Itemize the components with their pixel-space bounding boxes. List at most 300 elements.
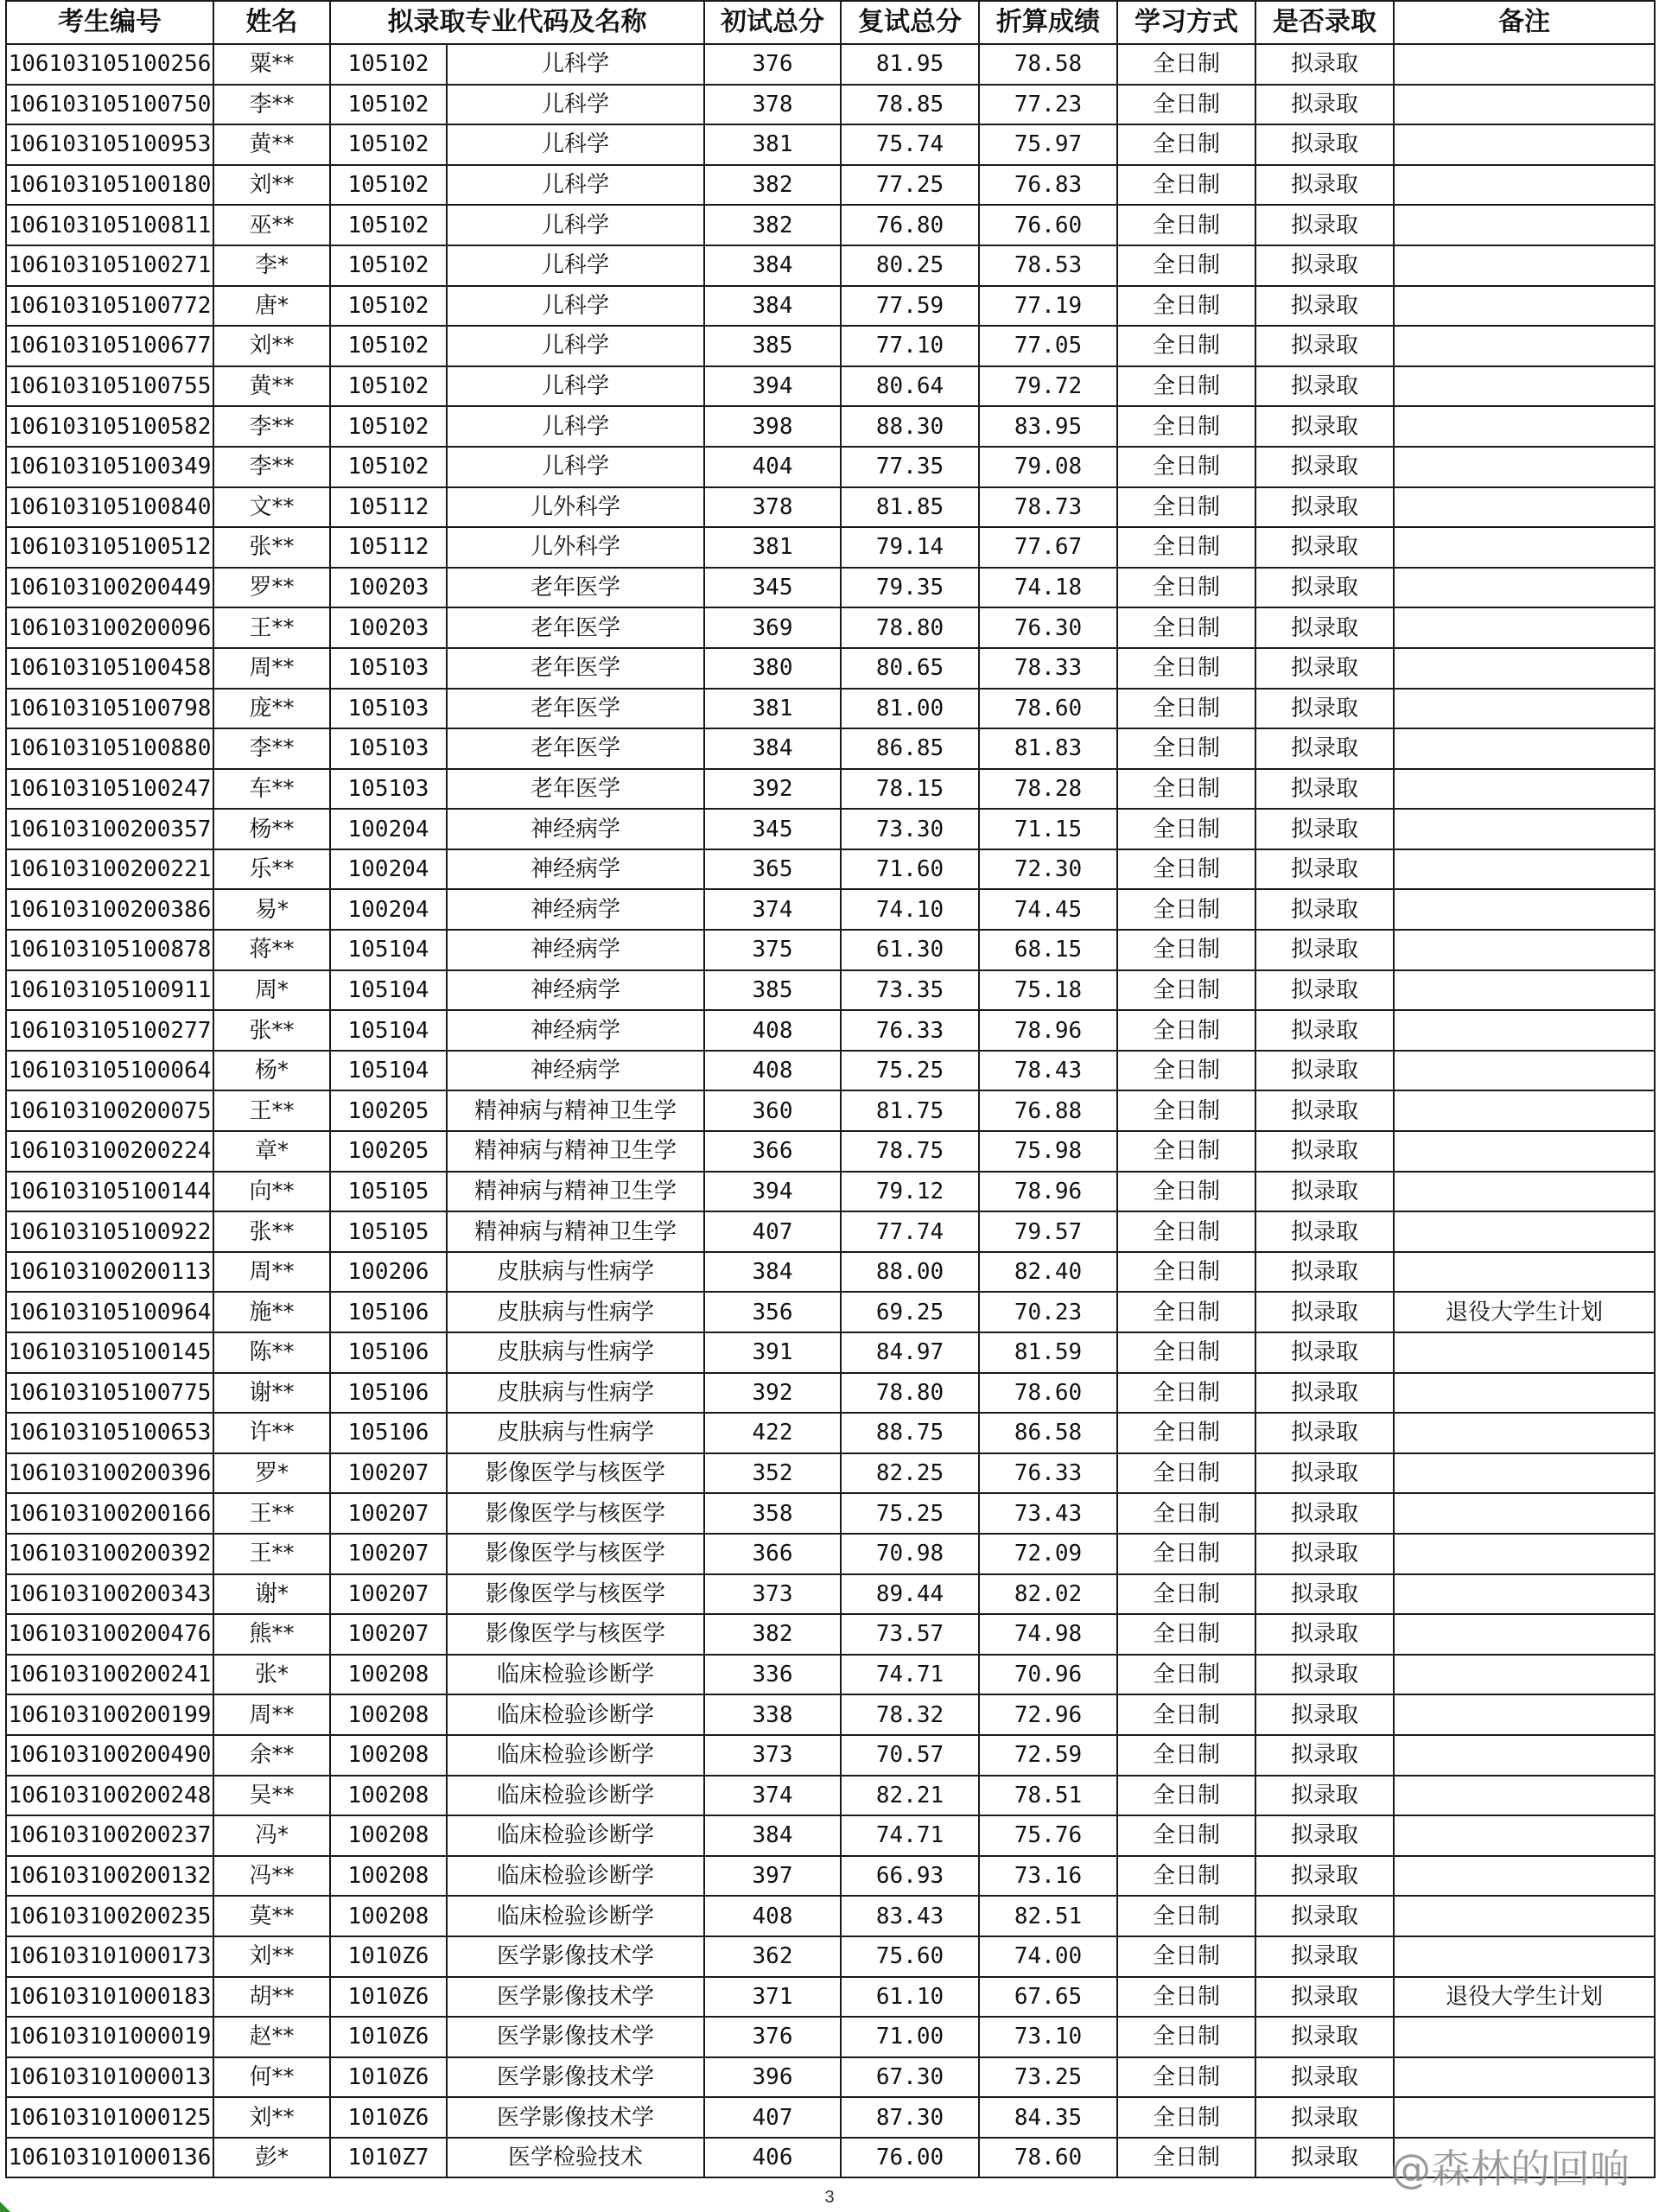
cell-final-score: 82.02 bbox=[979, 1574, 1117, 1615]
cell-study-mode: 全日制 bbox=[1117, 366, 1255, 407]
cell-major-name: 儿科学 bbox=[447, 326, 704, 366]
cell-major-name: 老年医学 bbox=[447, 607, 704, 648]
cell-candidate-id: 106103105100772 bbox=[6, 286, 213, 327]
cell-name: 彭* bbox=[213, 2138, 330, 2178]
cell-major-code: 1010Z6 bbox=[330, 1936, 447, 1977]
cell-major-name: 精神病与精神卫生学 bbox=[447, 1131, 704, 1172]
cell-major-name: 老年医学 bbox=[447, 568, 704, 608]
cell-note bbox=[1394, 1051, 1655, 1091]
cell-name: 李** bbox=[213, 728, 330, 769]
cell-study-mode: 全日制 bbox=[1117, 1453, 1255, 1494]
cell-initial-score: 371 bbox=[704, 1977, 841, 2018]
cell-retest-score: 82.21 bbox=[841, 1776, 979, 1816]
cell-major-name: 儿科学 bbox=[447, 44, 704, 85]
cell-retest-score: 71.00 bbox=[841, 2017, 979, 2057]
cell-major-code: 105104 bbox=[330, 1051, 447, 1091]
cell-candidate-id: 106103100200449 bbox=[6, 568, 213, 608]
table-row bbox=[6, 1977, 1655, 2018]
cell-retest-score: 75.25 bbox=[841, 1493, 979, 1534]
cell-admission-status: 拟录取 bbox=[1255, 286, 1394, 327]
cell-initial-score: 374 bbox=[704, 889, 841, 930]
cell-candidate-id: 106103100200392 bbox=[6, 1534, 213, 1574]
cell-study-mode: 全日制 bbox=[1117, 1252, 1255, 1293]
cell-retest-score: 75.74 bbox=[841, 124, 979, 165]
cell-initial-score: 408 bbox=[704, 1010, 841, 1051]
cell-candidate-id: 106103105100922 bbox=[6, 1211, 213, 1252]
cell-candidate-id: 106103105100911 bbox=[6, 970, 213, 1011]
cell-initial-score: 336 bbox=[704, 1655, 841, 1695]
cell-major-code: 100204 bbox=[330, 809, 447, 849]
cell-major-name: 皮肤病与性病学 bbox=[447, 1332, 704, 1373]
cell-candidate-id: 106103105100755 bbox=[6, 366, 213, 407]
cell-study-mode: 全日制 bbox=[1117, 1776, 1255, 1816]
cell-name: 李* bbox=[213, 245, 330, 286]
header-initial-score: 初试总分 bbox=[704, 1, 841, 44]
table-row bbox=[6, 1292, 1655, 1332]
cell-initial-score: 382 bbox=[704, 165, 841, 206]
cell-name: 莫** bbox=[213, 1896, 330, 1936]
cell-major-code: 100207 bbox=[330, 1493, 447, 1534]
cell-study-mode: 全日制 bbox=[1117, 1534, 1255, 1574]
header-major: 拟录取专业代码及名称 bbox=[330, 1, 704, 44]
cell-study-mode: 全日制 bbox=[1117, 165, 1255, 206]
table-row bbox=[6, 930, 1655, 970]
table-row bbox=[6, 447, 1655, 487]
cell-retest-score: 74.71 bbox=[841, 1655, 979, 1695]
cell-final-score: 81.83 bbox=[979, 728, 1117, 769]
cell-final-score: 78.53 bbox=[979, 245, 1117, 286]
cell-candidate-id: 106103100200357 bbox=[6, 809, 213, 849]
cell-study-mode: 全日制 bbox=[1117, 1896, 1255, 1936]
cell-retest-score: 80.65 bbox=[841, 648, 979, 689]
cell-note bbox=[1394, 1776, 1655, 1816]
cell-study-mode: 全日制 bbox=[1117, 1655, 1255, 1695]
cell-note bbox=[1394, 1172, 1655, 1212]
cell-major-name: 医学影像技术学 bbox=[447, 2097, 704, 2138]
cell-candidate-id: 106103105100144 bbox=[6, 1172, 213, 1212]
table-row bbox=[6, 205, 1655, 245]
cell-retest-score: 71.60 bbox=[841, 849, 979, 890]
cell-retest-score: 70.57 bbox=[841, 1735, 979, 1776]
cell-admission-status: 拟录取 bbox=[1255, 1694, 1394, 1735]
cell-initial-score: 358 bbox=[704, 1493, 841, 1534]
cell-initial-score: 382 bbox=[704, 205, 841, 245]
cell-candidate-id: 106103105100458 bbox=[6, 648, 213, 689]
cell-final-score: 78.73 bbox=[979, 487, 1117, 528]
cell-retest-score: 67.30 bbox=[841, 2057, 979, 2098]
cell-final-score: 78.96 bbox=[979, 1172, 1117, 1212]
cell-admission-status: 拟录取 bbox=[1255, 1252, 1394, 1293]
cell-candidate-id: 106103100200237 bbox=[6, 1815, 213, 1856]
cell-study-mode: 全日制 bbox=[1117, 527, 1255, 568]
cell-initial-score: 382 bbox=[704, 1614, 841, 1655]
cell-study-mode: 全日制 bbox=[1117, 286, 1255, 327]
cell-initial-score: 366 bbox=[704, 1534, 841, 1574]
cell-major-code: 105104 bbox=[330, 930, 447, 970]
cell-note bbox=[1394, 1373, 1655, 1414]
table-row bbox=[6, 1172, 1655, 1212]
cell-major-name: 皮肤病与性病学 bbox=[447, 1413, 704, 1453]
cell-name: 张* bbox=[213, 1655, 330, 1695]
table-row bbox=[6, 1090, 1655, 1131]
cell-initial-score: 384 bbox=[704, 728, 841, 769]
header-id: 考生编号 bbox=[6, 1, 213, 44]
cell-retest-score: 86.85 bbox=[841, 728, 979, 769]
table-row bbox=[6, 1856, 1655, 1897]
table-row bbox=[6, 1574, 1655, 1615]
cell-initial-score: 352 bbox=[704, 1453, 841, 1494]
cell-candidate-id: 106103100200241 bbox=[6, 1655, 213, 1695]
cell-note bbox=[1394, 849, 1655, 890]
header-note: 备注 bbox=[1394, 1, 1655, 44]
cell-final-score: 77.05 bbox=[979, 326, 1117, 366]
cell-initial-score: 376 bbox=[704, 44, 841, 85]
cell-note bbox=[1394, 568, 1655, 608]
cell-study-mode: 全日制 bbox=[1117, 568, 1255, 608]
cell-retest-score: 88.30 bbox=[841, 406, 979, 447]
cell-name: 张** bbox=[213, 527, 330, 568]
cell-initial-score: 376 bbox=[704, 2017, 841, 2057]
cell-admission-status: 拟录取 bbox=[1255, 930, 1394, 970]
cell-retest-score: 66.93 bbox=[841, 1856, 979, 1897]
header-admission: 是否录取 bbox=[1255, 1, 1394, 44]
cell-initial-score: 398 bbox=[704, 406, 841, 447]
cell-initial-score: 345 bbox=[704, 809, 841, 849]
cell-study-mode: 全日制 bbox=[1117, 1172, 1255, 1212]
cell-major-name: 精神病与精神卫生学 bbox=[447, 1090, 704, 1131]
cell-retest-score: 74.10 bbox=[841, 889, 979, 930]
table-row bbox=[6, 769, 1655, 810]
cell-name: 罗** bbox=[213, 568, 330, 608]
table-row bbox=[6, 1373, 1655, 1414]
cell-major-code: 105106 bbox=[330, 1332, 447, 1373]
cell-major-name: 神经病学 bbox=[447, 809, 704, 849]
cell-initial-score: 392 bbox=[704, 769, 841, 810]
cell-admission-status: 拟录取 bbox=[1255, 1896, 1394, 1936]
cell-final-score: 72.96 bbox=[979, 1694, 1117, 1735]
cell-major-code: 1010Z6 bbox=[330, 2057, 447, 2098]
cell-major-name: 临床检验诊断学 bbox=[447, 1735, 704, 1776]
cell-note bbox=[1394, 648, 1655, 689]
cell-name: 许** bbox=[213, 1413, 330, 1453]
cell-retest-score: 70.98 bbox=[841, 1534, 979, 1574]
cell-final-score: 75.76 bbox=[979, 1815, 1117, 1856]
table-row bbox=[6, 1051, 1655, 1091]
cell-final-score: 78.58 bbox=[979, 44, 1117, 85]
cell-retest-score: 83.43 bbox=[841, 1896, 979, 1936]
cell-admission-status: 拟录取 bbox=[1255, 326, 1394, 366]
table-row bbox=[6, 1815, 1655, 1856]
cell-major-code: 100208 bbox=[330, 1896, 447, 1936]
cell-candidate-id: 106103105100953 bbox=[6, 124, 213, 165]
cell-major-name: 儿科学 bbox=[447, 286, 704, 327]
cell-name: 王** bbox=[213, 1493, 330, 1534]
cell-admission-status: 拟录取 bbox=[1255, 1373, 1394, 1414]
cell-admission-status: 拟录取 bbox=[1255, 165, 1394, 206]
cell-study-mode: 全日制 bbox=[1117, 85, 1255, 125]
cell-admission-status: 拟录取 bbox=[1255, 1413, 1394, 1453]
cell-admission-status: 拟录取 bbox=[1255, 245, 1394, 286]
cell-final-score: 75.98 bbox=[979, 1131, 1117, 1172]
cell-name: 周* bbox=[213, 970, 330, 1011]
cell-note bbox=[1394, 2057, 1655, 2098]
cell-admission-status: 拟录取 bbox=[1255, 1051, 1394, 1091]
cell-name: 蒋** bbox=[213, 930, 330, 970]
cell-note bbox=[1394, 1735, 1655, 1776]
cell-name: 谢** bbox=[213, 1373, 330, 1414]
cell-major-code: 105103 bbox=[330, 689, 447, 729]
cell-name: 李** bbox=[213, 85, 330, 125]
table-row bbox=[6, 1694, 1655, 1735]
cell-retest-score: 81.00 bbox=[841, 689, 979, 729]
cell-major-code: 105102 bbox=[330, 85, 447, 125]
cell-retest-score: 74.71 bbox=[841, 1815, 979, 1856]
cell-note: 退役大学生计划 bbox=[1394, 1977, 1655, 2018]
cell-note bbox=[1394, 245, 1655, 286]
cell-major-name: 精神病与精神卫生学 bbox=[447, 1172, 704, 1212]
cell-note bbox=[1394, 1090, 1655, 1131]
cell-major-code: 105103 bbox=[330, 769, 447, 810]
cell-final-score: 76.60 bbox=[979, 205, 1117, 245]
cell-study-mode: 全日制 bbox=[1117, 1856, 1255, 1897]
cell-major-code: 100203 bbox=[330, 607, 447, 648]
cell-admission-status: 拟录取 bbox=[1255, 1856, 1394, 1897]
table-row bbox=[6, 326, 1655, 366]
cell-note bbox=[1394, 1010, 1655, 1051]
cell-study-mode: 全日制 bbox=[1117, 1211, 1255, 1252]
cell-study-mode: 全日制 bbox=[1117, 1332, 1255, 1373]
cell-note bbox=[1394, 2017, 1655, 2057]
cell-major-name: 医学影像技术学 bbox=[447, 1936, 704, 1977]
cell-note bbox=[1394, 366, 1655, 407]
cell-study-mode: 全日制 bbox=[1117, 205, 1255, 245]
cell-final-score: 78.33 bbox=[979, 648, 1117, 689]
cell-candidate-id: 106103100200199 bbox=[6, 1694, 213, 1735]
cell-major-code: 105112 bbox=[330, 487, 447, 528]
cell-study-mode: 全日制 bbox=[1117, 2097, 1255, 2138]
cell-major-name: 神经病学 bbox=[447, 1051, 704, 1091]
cell-final-score: 82.51 bbox=[979, 1896, 1117, 1936]
cell-note bbox=[1394, 1815, 1655, 1856]
cell-major-code: 100208 bbox=[330, 1735, 447, 1776]
cell-note bbox=[1394, 447, 1655, 487]
cell-major-code: 100208 bbox=[330, 1776, 447, 1816]
cell-initial-score: 360 bbox=[704, 1090, 841, 1131]
cell-note bbox=[1394, 85, 1655, 125]
table-row bbox=[6, 568, 1655, 608]
cell-note bbox=[1394, 1655, 1655, 1695]
cell-major-code: 105102 bbox=[330, 286, 447, 327]
cell-candidate-id: 106103105100271 bbox=[6, 245, 213, 286]
cell-study-mode: 全日制 bbox=[1117, 930, 1255, 970]
cell-admission-status: 拟录取 bbox=[1255, 889, 1394, 930]
cell-major-code: 105102 bbox=[330, 165, 447, 206]
cell-major-code: 100204 bbox=[330, 889, 447, 930]
cell-study-mode: 全日制 bbox=[1117, 809, 1255, 849]
cell-major-code: 105102 bbox=[330, 124, 447, 165]
cell-study-mode: 全日制 bbox=[1117, 487, 1255, 528]
cell-candidate-id: 106103105100775 bbox=[6, 1373, 213, 1414]
cell-final-score: 73.25 bbox=[979, 2057, 1117, 2098]
cell-retest-score: 89.44 bbox=[841, 1574, 979, 1615]
cell-admission-status: 拟录取 bbox=[1255, 1332, 1394, 1373]
table-row bbox=[6, 1534, 1655, 1574]
cell-final-score: 68.15 bbox=[979, 930, 1117, 970]
table-row bbox=[6, 689, 1655, 729]
cell-major-name: 影像医学与核医学 bbox=[447, 1614, 704, 1655]
cell-name: 黄** bbox=[213, 124, 330, 165]
cell-final-score: 73.16 bbox=[979, 1856, 1117, 1897]
cell-final-score: 75.18 bbox=[979, 970, 1117, 1011]
cell-major-code: 100203 bbox=[330, 568, 447, 608]
cell-candidate-id: 106103101000013 bbox=[6, 2057, 213, 2098]
cell-final-score: 76.33 bbox=[979, 1453, 1117, 1494]
cell-name: 粟** bbox=[213, 44, 330, 85]
cell-name: 刘** bbox=[213, 165, 330, 206]
cell-name: 谢* bbox=[213, 1574, 330, 1615]
cell-final-score: 77.23 bbox=[979, 85, 1117, 125]
cell-retest-score: 69.25 bbox=[841, 1292, 979, 1332]
cell-candidate-id: 106103105100653 bbox=[6, 1413, 213, 1453]
table-row bbox=[6, 85, 1655, 125]
cell-major-name: 儿科学 bbox=[447, 366, 704, 407]
cell-retest-score: 76.00 bbox=[841, 2138, 979, 2178]
cell-major-name: 儿科学 bbox=[447, 85, 704, 125]
cell-initial-score: 422 bbox=[704, 1413, 841, 1453]
admission-table bbox=[5, 0, 1656, 2178]
cell-name: 李** bbox=[213, 447, 330, 487]
cell-candidate-id: 106103100200343 bbox=[6, 1574, 213, 1615]
cell-major-code: 105102 bbox=[330, 447, 447, 487]
cell-initial-score: 407 bbox=[704, 2097, 841, 2138]
cell-final-score: 79.08 bbox=[979, 447, 1117, 487]
cell-note bbox=[1394, 286, 1655, 327]
cell-major-code: 100206 bbox=[330, 1252, 447, 1293]
table-row bbox=[6, 809, 1655, 849]
cell-major-name: 影像医学与核医学 bbox=[447, 1534, 704, 1574]
cell-note bbox=[1394, 1574, 1655, 1615]
cell-retest-score: 78.80 bbox=[841, 1373, 979, 1414]
cell-initial-score: 394 bbox=[704, 366, 841, 407]
cell-study-mode: 全日制 bbox=[1117, 607, 1255, 648]
cell-study-mode: 全日制 bbox=[1117, 326, 1255, 366]
cell-major-name: 皮肤病与性病学 bbox=[447, 1252, 704, 1293]
cell-study-mode: 全日制 bbox=[1117, 44, 1255, 85]
cell-candidate-id: 106103105100277 bbox=[6, 1010, 213, 1051]
cell-major-code: 105106 bbox=[330, 1373, 447, 1414]
cell-retest-score: 75.60 bbox=[841, 1936, 979, 1977]
cell-name: 周** bbox=[213, 1694, 330, 1735]
cell-candidate-id: 106103100200132 bbox=[6, 1856, 213, 1897]
cell-name: 唐* bbox=[213, 286, 330, 327]
cell-note bbox=[1394, 1453, 1655, 1494]
table-row bbox=[6, 2138, 1655, 2178]
cell-retest-score: 61.30 bbox=[841, 930, 979, 970]
cell-study-mode: 全日制 bbox=[1117, 1815, 1255, 1856]
cell-candidate-id: 106103105100798 bbox=[6, 689, 213, 729]
cell-note bbox=[1394, 406, 1655, 447]
cell-major-code: 105102 bbox=[330, 205, 447, 245]
cell-major-name: 影像医学与核医学 bbox=[447, 1493, 704, 1534]
cell-admission-status: 拟录取 bbox=[1255, 1574, 1394, 1615]
cell-initial-score: 380 bbox=[704, 648, 841, 689]
cell-admission-status: 拟录取 bbox=[1255, 1493, 1394, 1534]
cell-major-name: 老年医学 bbox=[447, 648, 704, 689]
cell-admission-status: 拟录取 bbox=[1255, 849, 1394, 890]
cell-major-name: 神经病学 bbox=[447, 1010, 704, 1051]
table-row bbox=[6, 889, 1655, 930]
cell-major-code: 100207 bbox=[330, 1574, 447, 1615]
cell-name: 吴** bbox=[213, 1776, 330, 1816]
header-name: 姓名 bbox=[213, 1, 330, 44]
cell-major-name: 儿科学 bbox=[447, 165, 704, 206]
cell-major-name: 医学检验技术 bbox=[447, 2138, 704, 2178]
cell-note bbox=[1394, 1694, 1655, 1735]
cell-major-code: 105102 bbox=[330, 406, 447, 447]
cell-retest-score: 80.64 bbox=[841, 366, 979, 407]
table-row bbox=[6, 1413, 1655, 1453]
cell-candidate-id: 106103105100582 bbox=[6, 406, 213, 447]
table-row bbox=[6, 970, 1655, 1011]
cell-admission-status: 拟录取 bbox=[1255, 1735, 1394, 1776]
cell-initial-score: 384 bbox=[704, 286, 841, 327]
cell-candidate-id: 106103105100811 bbox=[6, 205, 213, 245]
cell-name: 文** bbox=[213, 487, 330, 528]
cell-retest-score: 88.75 bbox=[841, 1413, 979, 1453]
cell-name: 罗* bbox=[213, 1453, 330, 1494]
cell-admission-status: 拟录取 bbox=[1255, 1090, 1394, 1131]
cell-major-code: 100207 bbox=[330, 1534, 447, 1574]
cell-note bbox=[1394, 1534, 1655, 1574]
cell-major-code: 105102 bbox=[330, 44, 447, 85]
cell-final-score: 78.96 bbox=[979, 1010, 1117, 1051]
cell-initial-score: 407 bbox=[704, 1211, 841, 1252]
cell-initial-score: 384 bbox=[704, 1252, 841, 1293]
cell-note bbox=[1394, 2138, 1655, 2178]
cell-major-name: 临床检验诊断学 bbox=[447, 1856, 704, 1897]
cell-retest-score: 79.35 bbox=[841, 568, 979, 608]
cell-initial-score: 365 bbox=[704, 849, 841, 890]
cell-final-score: 75.97 bbox=[979, 124, 1117, 165]
cell-admission-status: 拟录取 bbox=[1255, 1815, 1394, 1856]
table-row bbox=[6, 1936, 1655, 1977]
cell-note bbox=[1394, 1936, 1655, 1977]
cell-note bbox=[1394, 1493, 1655, 1534]
table-row bbox=[6, 487, 1655, 528]
cell-name: 杨* bbox=[213, 1051, 330, 1091]
cell-candidate-id: 106103101000183 bbox=[6, 1977, 213, 2018]
cell-major-name: 皮肤病与性病学 bbox=[447, 1373, 704, 1414]
table-row bbox=[6, 1211, 1655, 1252]
cell-candidate-id: 106103105100677 bbox=[6, 326, 213, 366]
cell-retest-score: 78.80 bbox=[841, 607, 979, 648]
sheet-corner-marker bbox=[0, 2202, 10, 2212]
cell-admission-status: 拟录取 bbox=[1255, 205, 1394, 245]
cell-initial-score: 392 bbox=[704, 1373, 841, 1414]
cell-major-code: 100204 bbox=[330, 849, 447, 890]
cell-name: 王** bbox=[213, 1090, 330, 1131]
cell-final-score: 73.43 bbox=[979, 1493, 1117, 1534]
cell-initial-score: 408 bbox=[704, 1051, 841, 1091]
cell-name: 章* bbox=[213, 1131, 330, 1172]
cell-name: 冯* bbox=[213, 1815, 330, 1856]
cell-initial-score: 381 bbox=[704, 527, 841, 568]
cell-initial-score: 385 bbox=[704, 970, 841, 1011]
cell-study-mode: 全日制 bbox=[1117, 447, 1255, 487]
cell-study-mode: 全日制 bbox=[1117, 1051, 1255, 1091]
cell-initial-score: 378 bbox=[704, 487, 841, 528]
table-row bbox=[6, 2057, 1655, 2098]
